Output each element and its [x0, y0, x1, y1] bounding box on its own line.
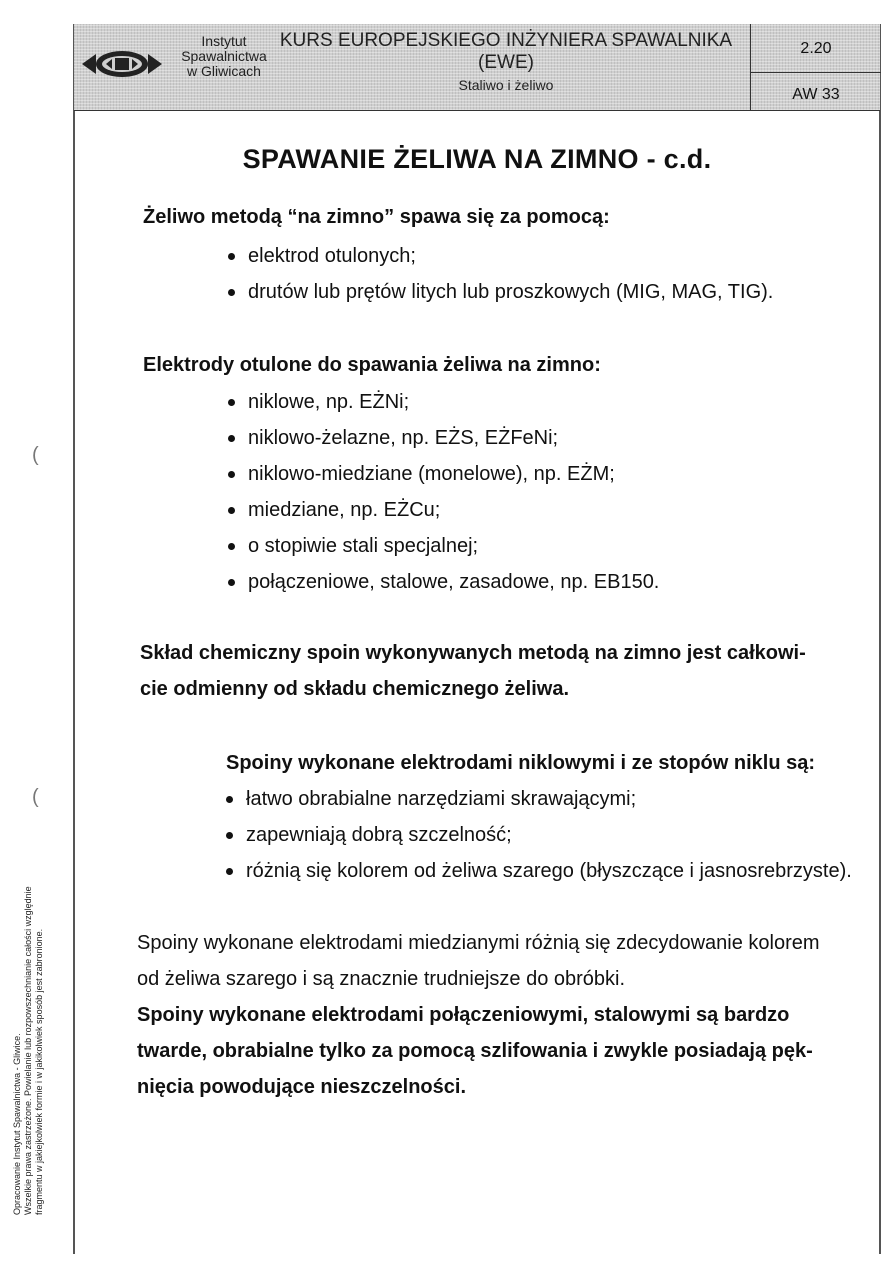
right-margin-line — [879, 24, 881, 1254]
list-item: zapewniają dobrą szczelność; — [226, 823, 852, 859]
margin-mark: ( — [32, 786, 39, 808]
section5-line2: od żeliwa szarego i są znacznie trudniejsze do obróbki. — [137, 968, 626, 990]
list-item: niklowo-żelazne, np. EŻS, EŻFeNi; — [228, 426, 659, 462]
doc-code: AW 33 — [792, 86, 840, 103]
course-name: KURS EUROPEJSKIEGO INŻYNIERA SPAWALNIKA — [279, 30, 733, 51]
section2-heading: Elektrody otulone do spawania żeliwa na zimno: — [143, 354, 601, 376]
code-divider — [751, 72, 881, 73]
section5-line1: Spoiny wykonane elektrodami miedzianymi różnią się zdecydowanie kolorem — [137, 932, 820, 954]
copyright-line-1: Opracowanie Instytut Spawalnictwa - Gliwice. — [12, 1033, 22, 1215]
section1-heading: Żeliwo metodą “na zimno” spawa się za pomocą: — [143, 206, 610, 228]
section6-line3: nięcia powodujące nieszczelności. — [137, 1076, 466, 1098]
section6-line1: Spoiny wykonane elektrodami połączeniowymi, stalowymi są bardzo — [137, 1004, 790, 1026]
copyright-line-3: fragmentu w jakiejkolwiek formie i w jakikolwiek sposób jest zabronione. — [34, 928, 44, 1215]
section3-line2: cie odmienny od składu chemicznego żeliwa. — [140, 678, 570, 700]
section4-list — [226, 787, 852, 895]
section1-list — [228, 244, 773, 316]
list-item: różnią się kolorem od żeliwa szarego (błyszczące i jasnosrebrzyste). — [226, 859, 852, 895]
page-title: SPAWANIE ŻELIWA NA ZIMNO - c.d. — [242, 144, 712, 174]
list-item: miedziane, np. EŻCu; — [228, 498, 659, 534]
section2-list — [228, 390, 659, 606]
institute-logo-icon — [82, 46, 162, 82]
copyright-line-2: Wszelkie prawa zastrzeżone. Powielanie lub rozpowszechnianie całości względnie — [23, 886, 33, 1215]
left-margin-line — [73, 24, 75, 1254]
institute-line-1: Instytut — [201, 33, 247, 49]
section6-line2: twarde, obrabialne tylko za pomocą szlifowania i zwykle posiadają pęk- — [137, 1040, 813, 1062]
list-item: niklowo-miedziane (monelowe), np. EŻM; — [228, 462, 659, 498]
list-item: elektrod otulonych; — [228, 244, 773, 280]
course-abbrev: (EWE) — [478, 52, 534, 73]
margin-mark: ( — [32, 444, 39, 466]
course-subject: Staliwo i żeliwo — [458, 77, 554, 93]
page-code: 2.20 — [800, 40, 832, 57]
list-item: o stopiwie stali specjalnej; — [228, 534, 659, 570]
code-box — [750, 24, 881, 110]
institute-line-3: w Gliwicach — [187, 63, 261, 79]
course-title — [270, 30, 742, 94]
list-item: łatwo obrabialne narzędziami skrawającymi; — [226, 787, 852, 823]
list-item: połączeniowe, stalowe, zasadowe, np. EB150. — [228, 570, 659, 606]
section4-heading: Spoiny wykonane elektrodami niklowymi i ze stopów niklu są: — [226, 752, 816, 774]
page-header — [74, 24, 880, 111]
institute-line-2: Spawalnictwa — [181, 48, 267, 64]
list-item: niklowe, np. EŻNi; — [228, 390, 659, 426]
copyright-note — [12, 886, 45, 1215]
section3-line1: Skład chemiczny spoin wykonywanych metodą na zimno jest całkowi- — [140, 642, 806, 664]
institute-name — [160, 34, 288, 79]
list-item: drutów lub prętów litych lub proszkowych (MIG, MAG, TIG). — [228, 280, 773, 316]
